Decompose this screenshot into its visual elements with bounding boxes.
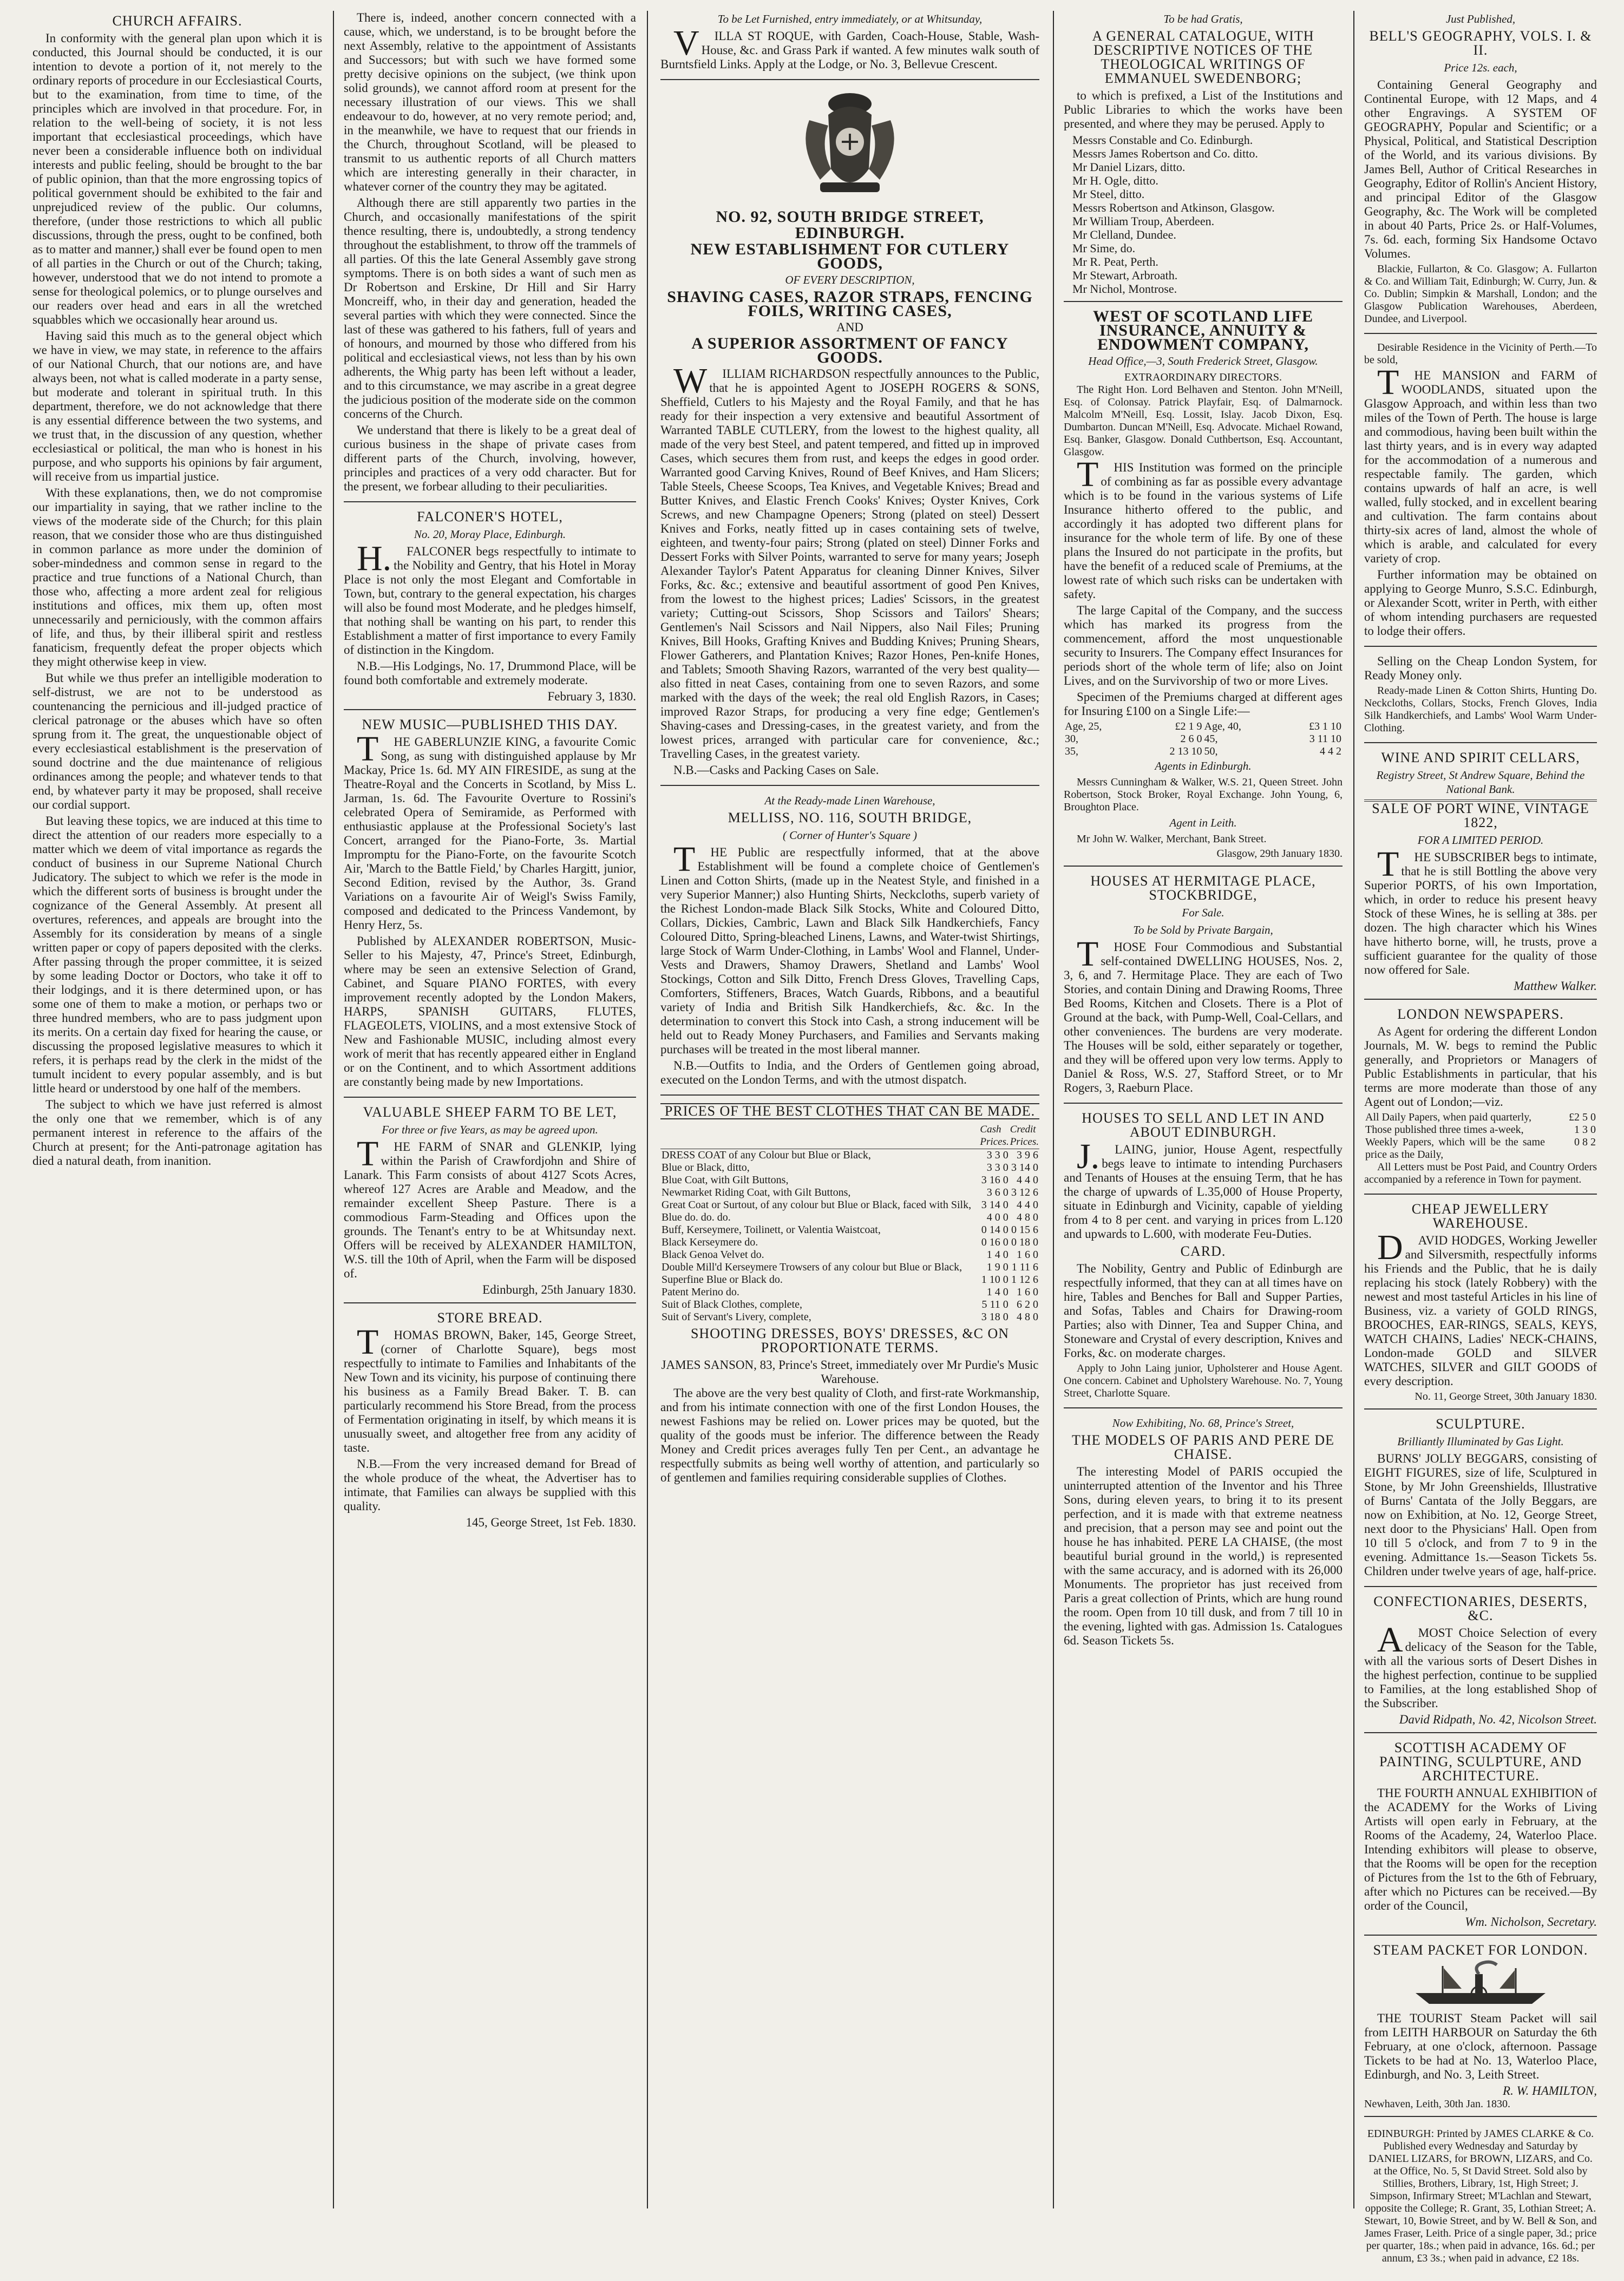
newspaper-row — [1364, 1111, 1597, 1124]
wine-subtitle: Registry Street, St Andrew Square, Behind the National Bank. — [1376, 769, 1585, 796]
rate-row — [1064, 733, 1343, 745]
church-affairs-heading: CHURCH AFFAIRS. — [112, 13, 243, 29]
price-item: Blue or Black, ditto, — [662, 1162, 750, 1174]
church-affairs-paragraph: In conformity with the general plan upon which it is conducted, this Journal should be conducted, it is our intention to devote a portion of it, not merely to the ordinary reports of procedure in our Ecclesiastical Courts, but to the examination, from time to time, of the principles which are involved in that procedure. For, in relation to the well-being of society, it is not less important that ecclesiastical proceedings, which have never been a considerable influence both on individual interests and public feeling, should be brought to the bar of public opinion, than that the more engrossing topics of political government should be exhibited to the fair and unprejudiced review of the public. Our columns, therefore, (under those restrictions to which all public discussions, through the press, ought to be confined, both as to matter and manner,) shall ever be found open to men of all parties in the Church or out of the Church; taking, however, understood that we do not intend to promote a sense for theological polemics, or to plunge ourselves and our readers over head and ears in all the wretched squabbles which we occasionally hear around us. — [32, 31, 322, 326]
price-credit: 1 12 6 — [1011, 1274, 1038, 1286]
price-row — [660, 1236, 1039, 1249]
music-publisher: Published by ALEXANDER ROBERTSON, Music-Seller to his Majesty, 47, Prince's Street, Edinburgh, where may be seen an extensive Selection of Grand, Cabinet, and Square PIANO FORTES, with every improvement recently adopted by the London Makers, HARPS, SPANISH GUITARS, FLUTES, FLAGEOLETS, VIOLINS, and a most extensive Stock of New and Fashionable MUSIC, including almost every work of merit that has recently appeared either in England or on the Continent, and to which Assortment additions are constantly being made by new Importations. — [344, 934, 636, 1089]
hotel-date: February 3, 1830. — [547, 690, 636, 703]
linen-name: MELLISS, NO. 116, SOUTH BRIDGE, — [728, 810, 972, 825]
farm-date: Edinburgh, 25th January 1830. — [482, 1283, 636, 1296]
catalogue-agents-list — [1064, 133, 1343, 296]
price-row — [660, 1174, 1039, 1187]
linen-body: THE Public are respectfully informed, that at the above Establishment will be found a complete choice of Gentlemen's Linen and Cotton Shirts, (made up in the Neatest Style, and finished in a very Superior Manner;) also Hunting Shirts, Neckcloths, superb variety of the Richest London-made Black Silk Stocks, White and Coloured Ditto, Collars, Dickies, Cambric, Lawn and Black Silk Handkerchiefs, Fancy Coloured Ditto, Spring-bleached Linens, Lawns, and Water-twist Shirtings, large Stock of Warm Under-Clothing, in Lambs' Wool and Flannel, Under-Vests and Drawers, Shamoy Drawers, Shetland and Lambs' Wool Stockings, Cotton and Silk Ditto, French Dress Gloves, Travelling Caps, Comforters, Stiffeners, Braces, Watch Guards, Ribbons, and a beautiful variety of India and British Silk Handkerchiefs, &c. &c. In the determination to convert this Stock into Cash, a strong inducement will be held out to Ready Money Purchasers, and Families and Servants making purchases will be treated in the most liberal manner. — [660, 840, 1039, 1056]
hotel-address: No. 20, Moray Place, Edinburgh. — [414, 528, 566, 541]
column-2 — [344, 11, 636, 2208]
rate-age: 30, — [1065, 733, 1078, 745]
pere-title: Now Exhibiting, No. 68, Prince's Street, — [1112, 1417, 1294, 1430]
insurance-rates-table — [1064, 720, 1343, 758]
price-cash: 1 9 0 — [986, 1261, 1009, 1273]
column-rule — [333, 11, 334, 2208]
price-credit: 3 14 0 — [1011, 1162, 1038, 1174]
price-cash: 0 16 0 — [981, 1236, 1009, 1248]
column-1 — [32, 11, 322, 2208]
price-row — [660, 1224, 1039, 1236]
rate-age: 35, — [1065, 745, 1078, 757]
cheap-line: Selling on the Cheap London System, for Ready Money only. — [1364, 654, 1597, 682]
geography-price: Price 12s. each, — [1444, 61, 1517, 74]
steam-packet-ad — [1364, 1943, 1597, 2117]
newspaper-label: Those published three times a-week, — [1365, 1124, 1524, 1136]
price-item: Double Mill'd Kerseymere Trowsers of any colour but Blue or Black, — [662, 1261, 962, 1273]
column-5 — [1364, 11, 1597, 2264]
clothes-prices-ad — [660, 1103, 1039, 1492]
price-credit: 3 12 6 — [1011, 1187, 1038, 1198]
price-row — [660, 1261, 1039, 1274]
sanson-body: The above are the very best quality of Cloth, and first-rate Workmanship, and from his intimate connection with one of the first London Houses, the newest Fashions may be relied on. Lower prices may be quoted, but the quality of the goods must be inferior. The difference between the Ready Money and Credit prices averages fully Ten per Cent., an advantage he respectfully submits as being well worthy of attention, and particularly so of gentlemen and families requiring considerable supplies of Clothes. — [660, 1386, 1039, 1484]
insurance-body-2: The large Capital of the Company, and the success which has marked its progress from the commencement, afford the most unquestionable security to Insurers. The Company effect Insurances for periods short of the whole term of life; also on Joint Lives, and on the Survivorship of two or more Lives. — [1064, 604, 1343, 687]
church-affairs-continued — [344, 11, 636, 502]
prices-title: PRICES OF THE BEST CLOTHES THAT CAN BE MADE. — [660, 1103, 1039, 1119]
catalogue-agent: Messrs Robertson and Atkinson, Glasgow. — [1072, 201, 1275, 214]
shooting-dresses-title: SHOOTING DRESSES, BOYS' DRESSES, &C ON PROPORTIONATE TERMS. — [690, 1326, 1010, 1355]
bread-body: THOMAS BROWN, Baker, 145, George Street, (corner of Charlotte Square), begs most respectfully to intimate to Families and Inhabitants of the New Town and its vicinity, his purpose of continuing there his business as a Family Bread Baker. T. B. can particularly recommend his Store Bread, from the process of Fermentation originating in itself, by which means it is unusually sweet, and altogether free from any acidity of taste. — [344, 1322, 636, 1454]
insurance-agents: Messrs Cunningham & Walker, W.S. 21, Queen Street. John Robertson, Stock Broker, Royal Exchange. John Young, 6, Broughton Place. — [1064, 776, 1343, 813]
farm-title: VALUABLE SHEEP FARM TO BE LET, — [363, 1104, 617, 1120]
port-subtitle: FOR A LIMITED PERIOD. — [1417, 834, 1544, 847]
store-bread-ad — [344, 1311, 636, 1535]
prices-col-credit: Credit Prices. — [1010, 1123, 1039, 1149]
price-cash: 5 11 0 — [981, 1299, 1009, 1310]
newspapers-note: All Letters must be Post Paid, and Country Orders accompanied by a reference in Town for payment. — [1364, 1161, 1597, 1185]
cutlery-note: N.B.—Casks and Packing Cases on Sale. — [673, 763, 879, 777]
jewellery-ad — [1364, 1202, 1597, 1410]
rate-age: Age, 40, — [1204, 720, 1241, 732]
steam-packet-ship-icon — [1410, 1961, 1551, 2009]
linen-note: N.B.—Outfits to India, and the Orders of Gentlemen going abroad, executed on the London Terms, and with the utmost dispatch. — [660, 1059, 1039, 1086]
port-signature: Matthew Walker. — [1514, 979, 1597, 993]
music-body: THE GABERLUNZIE KING, a favourite Comic Song, as sung with distinguished applause by Mr Mackay, Price 1s. 6d. MY AIN FIRESIDE, as sung at the Theatre-Royal and the Concerts in Scotland, by Miss L. Jarman, 1s. 6d. The Favourite Overture to Rossini's celebrated Opera of Semiramide, as Performed with enthusiastic applause at the Professional Society's last Concert, arranged for the Piano-Forte, 3s. Martial Impromptu for the Piano-Forte, on the favourite Scotch Air, 'March to the Battle Field,' by Charles Hargitt, junior, Second Edition, revised by the Author, 3s. Grand Variations on a favourite Air of Weigl's Swiss Family, composed and dedicated to the Princess Vandemont, by Henry Herz, 5s. — [344, 729, 636, 932]
cutlery-ad — [660, 88, 1039, 786]
farm-body: THE FARM of SNAR and GLENKIP, lying within the Parish of Crawfordjohn and Shire of Lanark. This Farm consists of about 4127 Scots Acres, whereof 127 Acres are Arable and Meadow, and the remainder excellent Sheep Pasture. There is a commodious Farm-Steading and Offices upon the grounds. The Tenant's entry to be at Whitsunday next. Offers will be received by ALEXANDER HAMILTON, W.S. till the 10th of April, when the Farm will be disposed of. — [344, 1134, 636, 1280]
pere-subtitle: THE MODELS OF PARIS AND PERE DE CHAISE. — [1071, 1432, 1335, 1462]
church-affairs-paragraph: With these explanations, then, we do not compromise our impartiality in saying, that we rather incline to the views of the moderate side of the Church; for this plain reason, that we consider those who are thus distinguished in common parlance as more under the dominion of sober-mindedness and common sense in regard to the practice and true functions of a National Church, than those who, affecting a more ardent zeal for religious institutions and offices, mix them up, often most unnecessarily and perniciously, with the common affairs of life, and thus, by their illiberal spirit and restless fanaticism, frequently defeat the proper objects which they might otherwise keep in view. — [32, 486, 322, 668]
geography-name: BELL'S GEOGRAPHY, VOLS. I. & II. — [1369, 28, 1592, 58]
price-cash: 3 6 0 — [986, 1187, 1009, 1198]
catalogue-agent: Mr Nichol, Montrose. — [1072, 282, 1177, 296]
price-row — [660, 1249, 1039, 1261]
catalogue-agent: Mr R. Peat, Perth. — [1072, 255, 1158, 268]
price-item: Patent Merino do. — [662, 1286, 739, 1298]
insurance-directors: The Right Hon. Lord Belhaven and Stenton. John M'Neill, Esq. of Colonsay. Patrick Playfair, Esq. of Dalmarnock. Malcolm M'Neill, Esq. Lossit, Islay. Jacob Dixon, Esq. Dumbarton. Duncan M'Neill, Esq. Advocate. Michael Rowand, Esq. Banker, Glasgow. Donald Cuthbertson, Esq. Accountant, Glasgow. — [1064, 384, 1343, 458]
price-row — [660, 1149, 1039, 1162]
newspaper-label: Weekly Papers, which will be the same price as the Daily, — [1365, 1136, 1545, 1161]
sculpture-body: BURNS' JOLLY BEGGARS, consisting of EIGHT FIGURES, size of life, Sculptured in Stone, by Mr John Greenshields, Illustrative of Burns' Cantata of the Jolly Beggars, are now on Exhibition, at No. 12, George Street, next door to the Physicians' Hall. Open from 10 till 5 o'clock, and from 7 to 9 in the evening. Admittance 1s.—Season Tickets 5s. Children under twelve years of age, half-price. — [1364, 1452, 1597, 1578]
price-row — [660, 1211, 1039, 1224]
church-affairs-paragraph: There is, indeed, another concern connected with a cause, which, we understand, is to be brought before the next Assembly, relative to the appointment of Assistants and Successors; but with such we have formed some pretty decisive opinions on the subject, (we think upon solid grounds), we cannot afford room at present for the necessary illustration of our views. This we shall endeavour to do, however, at no very remote period; and, in the meanwhile, we have to request that our friends in the Church, throughout Scotland, will be pleased to transmit to us authentic reports of all Church matters which are interesting generally in their character, in whatever corner of the country they may be agitated. — [344, 11, 636, 193]
bread-address: 145, George Street, 1st Feb. 1830. — [466, 1516, 636, 1529]
column-3 — [660, 11, 1039, 2208]
jewel-body: DAVID HODGES, Working Jeweller and Silversmith, respectfully informs his Friends and the Public, that he is daily replacing his stock (lately Robbery) with the newest and most tasteful Articles in his line of Business, viz. a variety of GOLD RINGS, BROOCHES, EAR-RINGS, SEALS, KEYS, WATCH CHAINS, Ladies' NECK-CHAINS, London-made GOLD and SILVER WATCHES, SILVER and GILT GOODS of every description. — [1364, 1228, 1597, 1388]
price-credit: 1 6 0 — [1017, 1286, 1038, 1298]
newspaper-row — [1364, 1124, 1597, 1136]
catalogue-agent: Mr H. Ogle, ditto. — [1072, 174, 1158, 187]
linen-subtitle: ( Corner of Hunter's Square ) — [782, 829, 918, 842]
insurance-date: Glasgow, 29th January 1830. — [1216, 848, 1343, 860]
steam-signature: R. W. HAMILTON, — [1503, 2084, 1597, 2098]
price-item: Black Genoa Velvet do. — [662, 1249, 764, 1261]
church-affairs-paragraph: We understand that there is likely to be a great deal of curious business in the shape of private cases from different parts of the Church, involving, however, principles and practices of a very odd character. But for the present, we forbear alluding to their peculiarities. — [344, 423, 636, 493]
london-newspapers-ad — [1364, 1007, 1597, 1195]
sheep-farm-ad — [344, 1105, 636, 1303]
bells-geography-ad — [1364, 12, 1597, 334]
hermitage-houses-ad — [1064, 874, 1343, 1104]
price-credit: 4 8 0 — [1017, 1211, 1038, 1223]
price-credit: 1 6 0 — [1017, 1249, 1038, 1261]
newspaper-price: £2 5 0 — [1569, 1111, 1596, 1123]
price-row — [660, 1311, 1039, 1323]
rate-premium: £2 1 9 — [1175, 720, 1202, 732]
newspaper-label: All Daily Papers, when paid quarterly, — [1365, 1111, 1531, 1123]
rate-premium: 3 11 10 — [1309, 733, 1341, 745]
price-cash: 1 10 0 — [981, 1274, 1009, 1286]
price-row — [660, 1162, 1039, 1174]
wine-cellars-ad — [1364, 751, 1597, 1000]
hotel-note: N.B.—His Lodgings, No. 17, Drummond Place, will be found both comfortable and extremely moderate. — [344, 659, 636, 687]
price-cash: 3 16 0 — [981, 1174, 1009, 1186]
confectionaries-body: AMOST Choice Selection of every delicacy of the Season for the Table, with all the various sorts of Desert Dishes in the highest perfection, continue to be supplied to Families, at the long established Shop of the Subscriber. — [1364, 1620, 1597, 1710]
price-cash: 3 3 0 — [986, 1162, 1009, 1174]
price-credit: 0 15 6 — [1011, 1224, 1038, 1236]
price-cash: 1 4 0 — [986, 1249, 1009, 1261]
rate-row — [1064, 745, 1343, 758]
cutlery-address-line1: NO. 92, SOUTH BRIDGE STREET, — [716, 208, 984, 226]
rate-premium: 2 6 0 — [1180, 733, 1202, 745]
laing-title: HOUSES TO SELL AND LET IN AND ABOUT EDINBURGH. — [1082, 1110, 1325, 1140]
royal-coat-of-arms-icon — [788, 88, 912, 207]
price-row — [660, 1187, 1039, 1199]
price-credit: 6 2 0 — [1017, 1299, 1038, 1310]
villa-ad — [660, 12, 1039, 80]
villa-body: VILLA ST ROQUE, with Garden, Coach-House, Stable, Wash-House, &c. and Grass Park if wanted. A few minutes walk south of Burntsfield Links. Apply at the Lodge, or No. 3, Bellevue Crescent. — [660, 23, 1039, 71]
houses-subtitle: For Sale. — [1182, 906, 1224, 919]
price-cash: 0 14 0 — [981, 1224, 1009, 1236]
laing-house-agent-ad — [1064, 1111, 1343, 1408]
church-affairs-paragraph: The subject to which we have just referred is almost the only one that we remember, which is of any permanent interest in reference to the affairs of the Church at present; for the Anti-patronage agitation has died a natural death, from inanition. — [32, 1098, 322, 1168]
catalogue-title-1: To be had Gratis, — [1163, 12, 1243, 25]
catalogue-body: to which is prefixed, a List of the Institutions and Public Libraries to which the works have been presented, and where they may be perused. Apply to — [1064, 89, 1343, 130]
insurance-body-1: THIS Institution was formed on the principle of combining as far as possible every advantage which is to be found in the various systems of Life Insurance hitherto offered to the public, and accordingly it has adopted two different plans for insurance for the whole term of life. By one of these plans the Insured do not participate in the profits, but have the benefit of a reduced scale of Premiums, at the lowest rate of which such risks can be undertaken with safety. — [1064, 455, 1343, 601]
geography-body: Containing General Geography and Continental Europe, with 12 Maps, and 4 other Engravings. A SYSTEM OF GEOGRAPHY, Popular and Scientific; or a Physical, Political, and Statistical Description of the World, and its various divisions. By James Bell, Author of Critical Researches in Geography, Editor of Rollin's Ancient History, and principal Editor of the Glasgow Geography, &c. The Work will be completed in about 40 Parts, Price 2s. or Half-Volumes, 7s. 6d. each, forming Six Handsome Octavo Volumes. — [1364, 78, 1597, 260]
price-item: Black Kerseymere do. — [662, 1236, 758, 1248]
sanson-name: JAMES SANSON, 83, Prince's Street, immediately over Mr Purdie's Music Warehouse. — [661, 1358, 1039, 1386]
price-item: Blue Coat, with Gilt Buttons, — [662, 1174, 789, 1186]
price-row — [660, 1199, 1039, 1211]
laing-address: Apply to John Laing junior, Upholsterer and House Agent. One concern. Cabinet and Upholstery Warehouse. No. 7, Young Street, Charlotte Square. — [1064, 1362, 1343, 1399]
laing-card-title: CARD. — [1180, 1243, 1226, 1259]
church-affairs-paragraph: But leaving these topics, we are induced at this time to direct the attention of our readers more especially to a matter which we deem of vital importance as regards the conduct of business in our Supreme National Church Judicatory. The subject to which we refer is the mode in which the different sorts of business is brought under the cognizance of the General Assembly. At present all overtures, references, and appeals are brought into the Assembly for its consideration by means of a single written paper or copy of papers deposited with the clerks. After passing through the proper committee, it is seized by some leading Doctor or Doctors, who take it off to their lodgings, and it is there determined upon, or has some one of them to make a motion, or perhaps two or three hundred members, who are to pass judgment upon its merits. On a certain day fixed for hearing the cause, or discussing the proposed legislative measures to which it refers, it is perhaps read by the clerk in the midst of the tumult incident to every popular assembly, and is but little heard or understood by one half of the members. — [32, 814, 322, 1095]
column-rule — [647, 11, 648, 2208]
academy-body: THE FOURTH ANNUAL EXHIBITION of the ACADEMY for the Works of Living Artists will open early in February, at the Rooms of the Academy, 24, Waterloo Place. Intending exhibitors will please to observe, that the Rooms will be open for the reception of Pictures from the 1st to the 6th of February, after which no Pictures can be received.—By order of the Council, — [1364, 1786, 1597, 1912]
prices-col-item — [660, 1123, 979, 1149]
confectionaries-signature: David Ridpath, No. 42, Nicolson Street. — [1399, 1713, 1597, 1726]
sculpture-subtitle: Brilliantly Illuminated by Gas Light. — [1397, 1435, 1564, 1448]
jewel-address: No. 11, George Street, 30th January 1830. — [1415, 1391, 1597, 1402]
linen-warehouse-ad — [660, 794, 1039, 1096]
confectionaries-title: CONFECTIONARIES, DESERTS, &C. — [1373, 1594, 1588, 1623]
newspapers-title: LONDON NEWSPAPERS. — [1397, 1006, 1564, 1022]
rate-premium: £3 1 10 — [1309, 720, 1341, 732]
catalogue-title-2: A GENERAL CATALOGUE, WITH DESCRIPTIVE NOTICES OF THE THEOLOGICAL WRITINGS OF EMMANUEL SWEDENBORG; — [1092, 28, 1314, 86]
jewel-title: CHEAP JEWELLERY WAREHOUSE. — [1411, 1201, 1550, 1231]
houses-title: HOUSES AT HERMITAGE PLACE, STOCKBRIDGE, — [1090, 873, 1316, 903]
insurance-leith-header: Agent in Leith. — [1169, 816, 1237, 829]
geography-title: Just Published, — [1445, 12, 1516, 25]
insurance-agents-header: Agents in Edinburgh. — [1155, 759, 1252, 772]
printer-imprint — [1364, 2128, 1597, 2281]
price-cash: 3 14 0 — [981, 1199, 1009, 1211]
linen-header: At the Ready-made Linen Warehouse, — [764, 794, 935, 807]
new-music-ad — [344, 718, 636, 1098]
villa-title: To be Let Furnished, entry immediately, or at Whitsunday, — [717, 12, 983, 25]
catalogue-agent: Mr Steel, ditto. — [1072, 187, 1145, 201]
paris-model-ad — [1064, 1416, 1343, 1655]
cutlery-subtitle: OF EVERY DESCRIPTION, — [785, 273, 915, 286]
catalogue-agent: Mr Daniel Lizars, ditto. — [1072, 160, 1186, 174]
price-row — [660, 1299, 1039, 1311]
cutlery-body: WILLIAM RICHARDSON respectfully announces to the Public, that he is appointed Agent to JOSEPH ROGERS & SONS, Sheffield, Cutlers to his Majesty and the Royal Family, and that he has ready for their inspection a very extensive and beautiful Assortment of Warranted TABLE CUTLERY, from the lowest to the highest quality, all made of the very best Steel, and patent tempered, and fitted up in improved Cases, which secures them from rust, and keeps the edges in good order. Warranted good Carving Knives, Round of Beef Knives, and Ham Slicers; Table Steels, Cheese Scoops, Tea Knives, and Vegetable Knives; Bread and Butter Knives, and Elastic French Cooks' Knives; Oyster Knives, Cork Screws, and new Champagne Openers; Strong (plated on steel) Dessert Knives and Forks, neatly fitted up in cases containing sets of twelve, eighteen, and twenty-four pairs; Strong (plated on steel) Dinner Forks and Dessert Forks with Silver Points, warranted to serve for many years; Joseph Alexander Taylor's Patent Apparatus for cleaning Dinner Knives, Silver Forks, &c. &c.; extensive and beautiful assortment of good Pen Knives, from the lowest to the highest prices; Ladies' Scissors, in the greatest variety; Cutting-out Scissors, Shop Scissors and Tailors' Shears; Gentlemen's Nail Scissors and Nail Nippers, also Nail Files; Pruning Knives, Bill Hooks, Grafting Knives and Budding Knives; Pruning Shears, Flower Gatherers, and Plantation Knives; Razor Hones, Pen-knife Hones, and Tablets; Smooth Shaving Razors, warranted of the very best quality—also fitted in neat Cases, containing from one to seven Razors, and some marked with the days of the week; the real old English Razors, in Cases; improved Razor Straps, for producing a very fine edge; Gentlemen's Shaving-cases and Dressing-cases, in the greatest variety, and from the lowest prices, arranged with particular care for convenience, &c.; Travelling Cases, in the greatest variety. — [660, 361, 1039, 761]
sculpture-title: SCULPTURE. — [1436, 1416, 1525, 1432]
catalogue-agent: Messrs Constable and Co. Edinburgh. — [1072, 133, 1253, 147]
price-cash: 3 3 0 — [986, 1149, 1009, 1161]
rate-age: Age, 25, — [1065, 720, 1102, 732]
cutlery-title-3: A SUPERIOR ASSORTMENT OF FANCY GOODS. — [691, 335, 1009, 366]
price-item: Suit of Black Clothes, complete, — [662, 1299, 802, 1310]
newspaper-page — [32, 11, 1597, 2264]
price-cash: 3 18 0 — [981, 1311, 1009, 1323]
insurance-office: Head Office,—3, South Frederick Street, Glasgow. — [1088, 355, 1318, 368]
pere-body: The interesting Model of PARIS occupied the uninterrupted attention of the Inventor and his Three Sons, during eleven years, to bring it to its present perfection, and it is made with that extreme neatness and precision, that a person may see and point out the house he has inhabited. PERE LA CHAISE, (the most beautiful burial ground in the world,) is represented with the same accuracy, and is adorned with its 26,000 Monuments. The proprietor has just received from Paris a great collection of Prints, which are hung round the room. Open from 10 till dusk, and from 7 till 10 in the evening, lighted with gas. Admission 1s. Catalogues 6d. Season Tickets 5s. — [1064, 1465, 1343, 1647]
cutlery-address-line2: EDINBURGH. — [795, 224, 905, 242]
catalogue-agent: Mr William Troup, Aberdeen. — [1072, 214, 1215, 228]
price-item: Superfine Blue or Black do. — [662, 1274, 783, 1286]
laing-card: The Nobility, Gentry and Public of Edinburgh are respectfully informed, that they can at all times have on hire, Tables and Benches for Ball and Supper Parties, and Sofas, Tables and Chairs for Drawing-room Parties; also with Dinner, Tea and Supper China, and Stoneware and Crystal of every description, Knives and Forks, &c. on moderate charges. — [1064, 1262, 1343, 1360]
port-title: SALE OF PORT WINE, VINTAGE 1822, — [1364, 799, 1597, 830]
farm-subtitle: For three or five Years, as may be agreed upon. — [382, 1123, 598, 1136]
life-insurance-ad — [1064, 307, 1343, 867]
cutlery-title-2: SHAVING CASES, RAZOR STRAPS, FENCING FOILS, WRITING CASES, — [667, 288, 1033, 320]
cheap-body: Ready-made Linen & Cotton Shirts, Hunting Do. Neckcloths, Collars, Stocks, French Gloves, India Silk Handkerchiefs, and Lambs' Wool Warm Under-Clothing. — [1364, 685, 1597, 734]
church-affairs-paragraph: Having said this much as to the general object which we have in view, we may state, in reference to the affairs of our National Church, that our notions are, and have always been, not what is called moderate in a party sense, but moderate and tolerant in spiritual truth. In this department, therefore, we do not acknowledge that there is any essential difference between the two systems, and we trust that, in the discussion of any question, whether ecclesiastical or political, the man who is honest in his purpose, and who supports his opinions by fair argument, will receive from us impartial justice. — [32, 329, 322, 483]
price-cash: 1 4 0 — [986, 1286, 1009, 1298]
rate-row — [1064, 720, 1343, 733]
price-credit: 1 11 6 — [1011, 1261, 1038, 1273]
academy-title: SCOTTISH ACADEMY OF PAINTING, SCULPTURE, AND ARCHITECTURE. — [1379, 1740, 1582, 1784]
price-cash: 4 0 0 — [986, 1211, 1009, 1223]
newspaper-price: 1 3 0 — [1574, 1124, 1596, 1136]
newspapers-table — [1364, 1111, 1597, 1161]
hotel-body: H.FALCONER begs respectfully to intimate to the Nobility and Gentry, that his Hotel in Moray Place is not only the most Elegant and Comfortable in Town, but, contrary to the general expectation, his charges will also be found most Moderate, and he pledges himself, that nothing shall be wanting on his part, to render this Establishment a matter of first importance to every Family of distinction in the Kingdom. — [344, 539, 636, 657]
rate-age: 50, — [1204, 745, 1218, 757]
price-row — [660, 1274, 1039, 1286]
perth-title: Desirable Residence in the Vicinity of Perth.—To be sold, — [1364, 342, 1597, 366]
column-rule — [1053, 11, 1054, 2208]
newspaper-row — [1364, 1136, 1597, 1161]
scottish-academy-ad — [1364, 1741, 1597, 1936]
steam-title: STEAM PACKET FOR LONDON. — [1373, 1942, 1588, 1958]
price-item: DRESS COAT of any Colour but Blue or Black, — [662, 1149, 871, 1161]
steam-date: Newhaven, Leith, 30th Jan. 1830. — [1364, 2098, 1510, 2110]
column-rule — [1353, 11, 1354, 2208]
perth-contact: Further information may be obtained on applying to George Munro, S.S.C. Edinburgh, or Alexander Scott, writer in Perth, with either of whom intending purchasers are requested to lodge their offers. — [1364, 568, 1597, 638]
insurance-rates-rows — [1064, 720, 1343, 758]
price-item: Newmarket Riding Coat, with Gilt Buttons, — [662, 1187, 851, 1198]
price-row — [660, 1286, 1039, 1299]
perth-body: THE MANSION and FARM of WOODLANDS, situated upon the Glasgow Approach, and within less than two miles of the Town of Perth. The house is large and commodious, having been built within the last thirty years, and is in every way adapted for the accommodation of a numerous and respectable family. The garden, which contains upwards of half an acre, is well walled, fully stocked, and in excellent bearing and cultivation. The farm contains about thirty-six acres of land, almost the whole of which is arable, and calculated for every variety of crop. — [1364, 363, 1597, 565]
cutlery-title: NEW ESTABLISHMENT FOR CUTLERY GOODS, — [690, 240, 1010, 272]
bread-title: STORE BREAD. — [437, 1310, 543, 1326]
price-credit: 4 4 0 — [1017, 1199, 1038, 1211]
price-credit: 4 4 0 — [1017, 1174, 1038, 1186]
prices-col-cash: Cash Prices. — [979, 1123, 1009, 1149]
falconers-hotel-ad — [344, 510, 636, 710]
steam-body: THE TOURIST Steam Packet will sail from LEITH HARBOUR on Saturday the 6th February, at one o'clock, afternoon. Passage Tickets to be had at No. 13, Waterloo Place, Edinburgh, and No. 3, Leith Street. — [1364, 2011, 1597, 2081]
column-4 — [1064, 11, 1343, 2208]
wine-title: WINE AND SPIRIT CELLARS, — [1381, 750, 1580, 765]
geography-publishers: Blackie, Fullarton, & Co. Glasgow; A. Fullarton & Co. and William Tait, Edinburgh; W. Curry, Jun. & Co. Dublin; Simpkin & Marshall, London; and the Glasgow Publication Warehouses, Aberdeen, Dundee, and Liverpool. — [1364, 263, 1597, 325]
price-credit: 3 9 6 — [1017, 1149, 1038, 1161]
imprint-text: EDINBURGH: Printed by JAMES CLARKE & Co. Published every Wednesday and Saturday by DANIEL LIZARS, for BROWN, LIZARS, and Co. at the Office, No. 5, St David Street. Sold also by Stillies, Brothers, Library, 1st, High Street; J. Simpson, Infirmary Street; M'Lachlan and Stewart, opposite the College; R. Grant, 35, Lothian Street; A. Stewart, 10, Bowie Street, and by W. Bell & Son, and James Fraser, Leith. Price of a single paper, 3d.; price per quarter, 18s.; when paid in advance, 16s. 6d.; per annum, £3 3s.; when paid in advance, £2 18s. — [1364, 2128, 1597, 2264]
insurance-rates-header: Specimen of the Premiums charged at different ages for Insuring £100 on a Single Life:— — [1064, 690, 1343, 718]
houses-body: THOSE Four Commodious and Substantial self-contained DWELLING HOUSES, Nos. 2, 3, 6, and 7. Hermitage Place. They are each of Two Stories, and contain Dining and Drawing Rooms, Three Bed Rooms, Kitchen and Closets. There is a Plot of Ground at the back, with Pump-Well, Coal-Cellars, and other conveniences. The burdens are very moderate. The Houses will be sold, either separately or together, and they will be offered upon very low terms. Apply to Daniel & Ross, W.S. 27, Stafford Street, or to Mr Rogers, 3, Raeburn Place. — [1064, 934, 1343, 1094]
laing-body: J.LAING, junior, House Agent, respectfully begs leave to intimate to intending Purchasers and Tenants of Houses at the ensuing Term, that he has the charge of upwards of L.35,000 of House Property, situate in Edinburgh and Vicinity, capable of yielding from 4 to 8 per cent. and varying in prices from L.120 and upwards to L.600, with moderate Feu-Duties. — [1064, 1137, 1343, 1241]
cheap-london-system-ad — [1364, 654, 1597, 743]
insurance-title: WEST OF SCOTLAND LIFE INSURANCE, ANNUITY & ENDOWMENT COMPANY, — [1093, 307, 1313, 353]
catalogue-agent: Mr Stewart, Arbroath. — [1072, 268, 1178, 282]
academy-signature: Wm. Nicholson, Secretary. — [1465, 1915, 1597, 1929]
church-affairs-paragraph: But while we thus prefer an intelligible moderation to self-distrust, we are not to be understood as countenancing the pernicious and ill-judged practice of clerical patronage or the abuses which have so often sprung from it. The great, the unquestionable object of every ecclesiastical establishment is the preservation of sound doctrine and the due maintenance of religious ordinances among the people; and whatever tends to that end, by whatever party it may be proposed, shall receive our cordial support. — [32, 671, 322, 811]
confectionaries-ad — [1364, 1595, 1597, 1733]
port-body: THE SUBSCRIBER begs to intimate, that he is still Bottling the above very Superior PORTS, of his own Importation, which, in order to reduce his present heavy Stock of these Wines, he is selling at 38s. per dozen. The high character which his Wines have hitherto borne, will, he trusts, prove a sufficient guarantee for the quality of those now offered for Sale. — [1364, 844, 1597, 976]
newspapers-body: As Agent for ordering the different London Journals, M. W. begs to remind the Public generally, and Proprietors or Managers of Public Establishments in particular, that his terms are more moderate than those of any Agent out of London;—viz. — [1364, 1025, 1597, 1109]
woodlands-residence-ad — [1364, 342, 1597, 647]
sculpture-ad — [1364, 1417, 1597, 1587]
insurance-leith-agent: Mr John W. Walker, Merchant, Bank Street. — [1077, 833, 1267, 845]
catalogue-agent: Mr Clelland, Dundee. — [1072, 228, 1176, 241]
newspapers-rows — [1364, 1111, 1597, 1161]
prices-table — [660, 1123, 1039, 1323]
catalogue-agent: Messrs James Robertson and Co. ditto. — [1072, 147, 1258, 160]
insurance-directors-header: EXTRAORDINARY DIRECTORS. — [1124, 371, 1282, 383]
cutlery-and: AND — [836, 320, 863, 334]
rate-premium: 2 13 10 — [1169, 745, 1202, 757]
houses-subtitle-2: To be Sold by Private Bargain, — [1133, 923, 1273, 936]
price-item: Blue do. do. do. — [662, 1211, 731, 1223]
bread-note: N.B.—From the very increased demand for Bread of the whole produce of the wheat, the Advertiser has to intimate, that Families can always be supplied with this quality. — [344, 1457, 636, 1513]
price-credit: 4 8 0 — [1017, 1311, 1038, 1323]
music-title: NEW MUSIC—PUBLISHED THIS DAY. — [362, 717, 618, 732]
newspaper-price: 0 8 2 — [1574, 1136, 1596, 1148]
price-item: Suit of Servant's Livery, complete, — [662, 1311, 811, 1323]
rate-age: 45, — [1204, 733, 1218, 745]
church-affairs-paragraph: Although there are still apparently two parties in the Church, and occasionally manifestations of the spirit thence resulting, there is, undoubtedly, a strong tendency throughout the establishment, to throw off the trammels of all parties. Of this the late General Assembly gave strong symptoms. There is on both sides a want of such men as Dr Robertson and Erskine, Dr Hill and Sir Harry Moncreiff, who, in their day and generation, headed the several parties with which they were connected. Since the last of these was gathered to his fathers, full of years and of honours, and mourned by those who differed from his political and ecclesiastical views, not less than by his own adherents, the Whig party has been left without a leader, and to this circumstance, we may ascribe in a great degree the judicious position of the moderate side on the common concerns of the Church. — [344, 196, 636, 421]
price-credit: 0 18 0 — [1011, 1236, 1038, 1248]
rate-premium: 4 4 2 — [1320, 745, 1341, 757]
price-item: Great Coat or Surtout, of any colour but Blue or Black, faced with Silk, — [662, 1199, 972, 1211]
swedenborg-catalogue-ad — [1064, 12, 1343, 302]
prices-rows — [660, 1149, 1039, 1324]
hotel-title: FALCONER'S HOTEL, — [417, 509, 563, 525]
price-item: Buff, Kerseymere, Toilinett, or Valentia Waistcoat, — [662, 1224, 881, 1236]
catalogue-agent: Mr Sime, do. — [1072, 241, 1136, 255]
